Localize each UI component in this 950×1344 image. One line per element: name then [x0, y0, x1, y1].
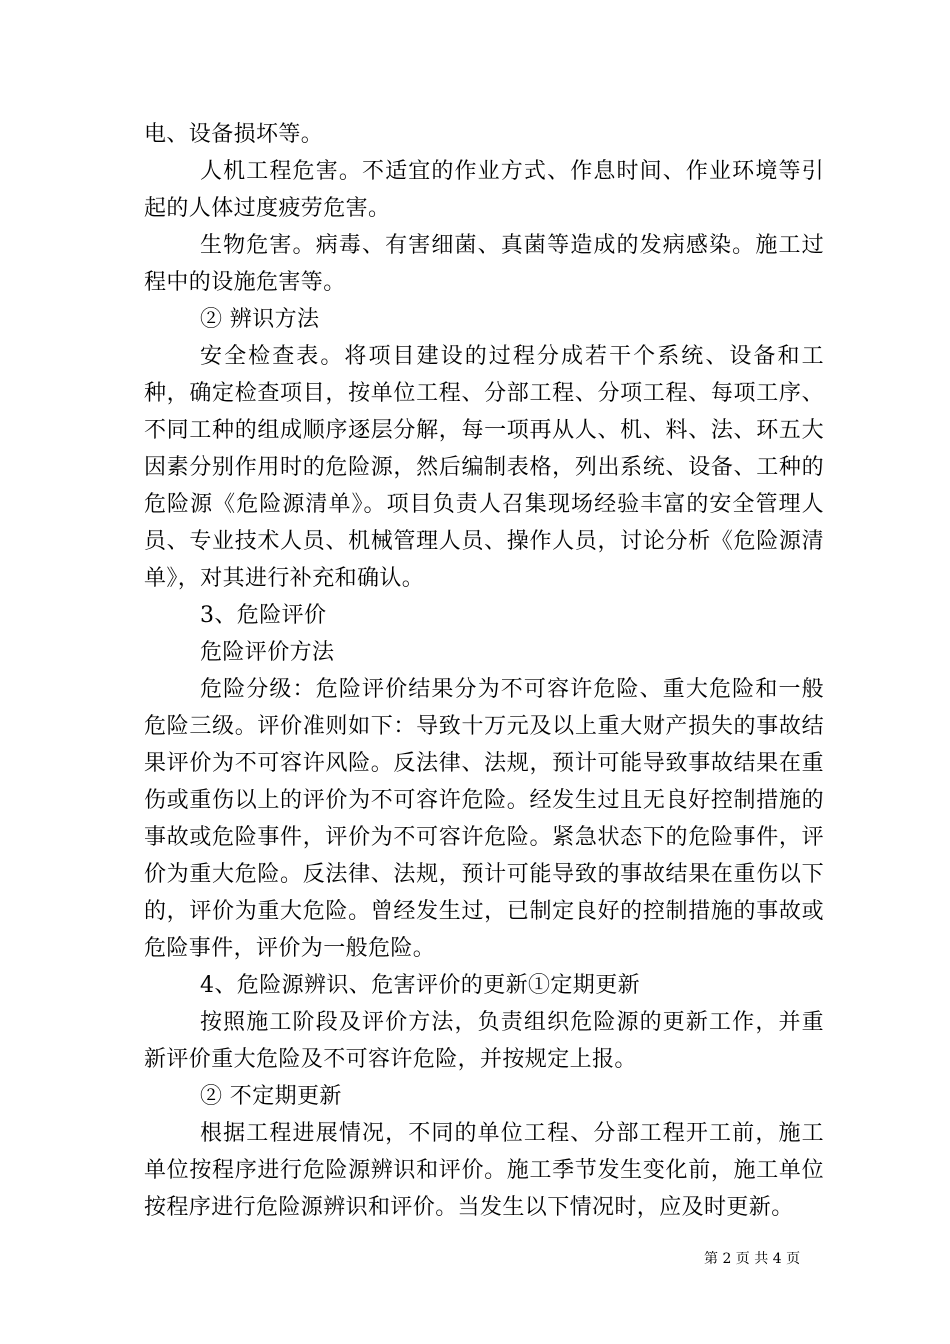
- paragraph-3: 生物危害。病毒、有害细菌、真菌等造成的发病感染。施工过程中的设施危害等。: [144, 233, 824, 295]
- page-number: 第 2 页 共 4 页: [704, 1251, 801, 1267]
- section-heading-update: 4、危险源辨识、危害评价的更新①定期更新: [200, 973, 640, 998]
- paragraph-1: 电、设备损坏等。: [144, 122, 324, 147]
- paragraph-12: 根据工程进展情况，不同的单位工程、分部工程开工前，施工单位按程序进行危险源辨识和评价。施工季节发生变化前，施工单位按程序进行危险源辨识和评价。当发生以下情况时，应及时更新。: [144, 1121, 824, 1220]
- section-heading-irregular-update: ② 不定期更新: [200, 1084, 342, 1109]
- paragraph-10: 按照施工阶段及评价方法，负责组织危险源的更新工作，并重新评价重大危险及不可容许危险，并按规定上报。: [144, 1010, 824, 1072]
- document-body: [144, 116, 824, 1226]
- section-heading-evaluation-method: 危险评价方法: [200, 640, 335, 665]
- section-heading-identification-method: ② 辨识方法: [200, 307, 320, 332]
- paragraph-5: 安全检查表。将项目建设的过程分成若干个系统、设备和工种，确定检查项目，按单位工程、分部工程、分项工程、每项工序、不同工种的组成顺序逐层分解，每一项再从人、机、料、法、环五大因素分别作用时的危险源，然后编制表格，列出系统、设备、工种的危险源《危险源清单》。项目负责人召集现场经验丰富的安全管理人员、专业技术人员、机械管理人员、操作人员，讨论分析《危险源清单》，对其进行补充和确认。: [144, 344, 824, 591]
- section-heading-risk-evaluation: 3、危险评价: [200, 603, 327, 628]
- paragraph-8: 危险分级：危险评价结果分为不可容许危险、重大危险和一般危险三级。评价准则如下：导致十万元及以上重大财产损失的事故结果评价为不可容许风险。反法律、法规，预计可能导致事故结果在重伤或重伤以上的评价为不可容许危险。经发生过且无良好控制措施的事故或危险事件，评价为不可容许危险。紧急状态下的危险事件，评价为重大危险。反法律、法规，预计可能导致的事故结果在重伤以下的，评价为重大危险。曾经发生过，已制定良好的控制措施的事故或危险事件，评价为一般危险。: [144, 677, 824, 961]
- paragraph-2: 人机工程危害。不适宜的作业方式、作息时间、作业环境等引起的人体过度疲劳危害。: [144, 159, 824, 221]
